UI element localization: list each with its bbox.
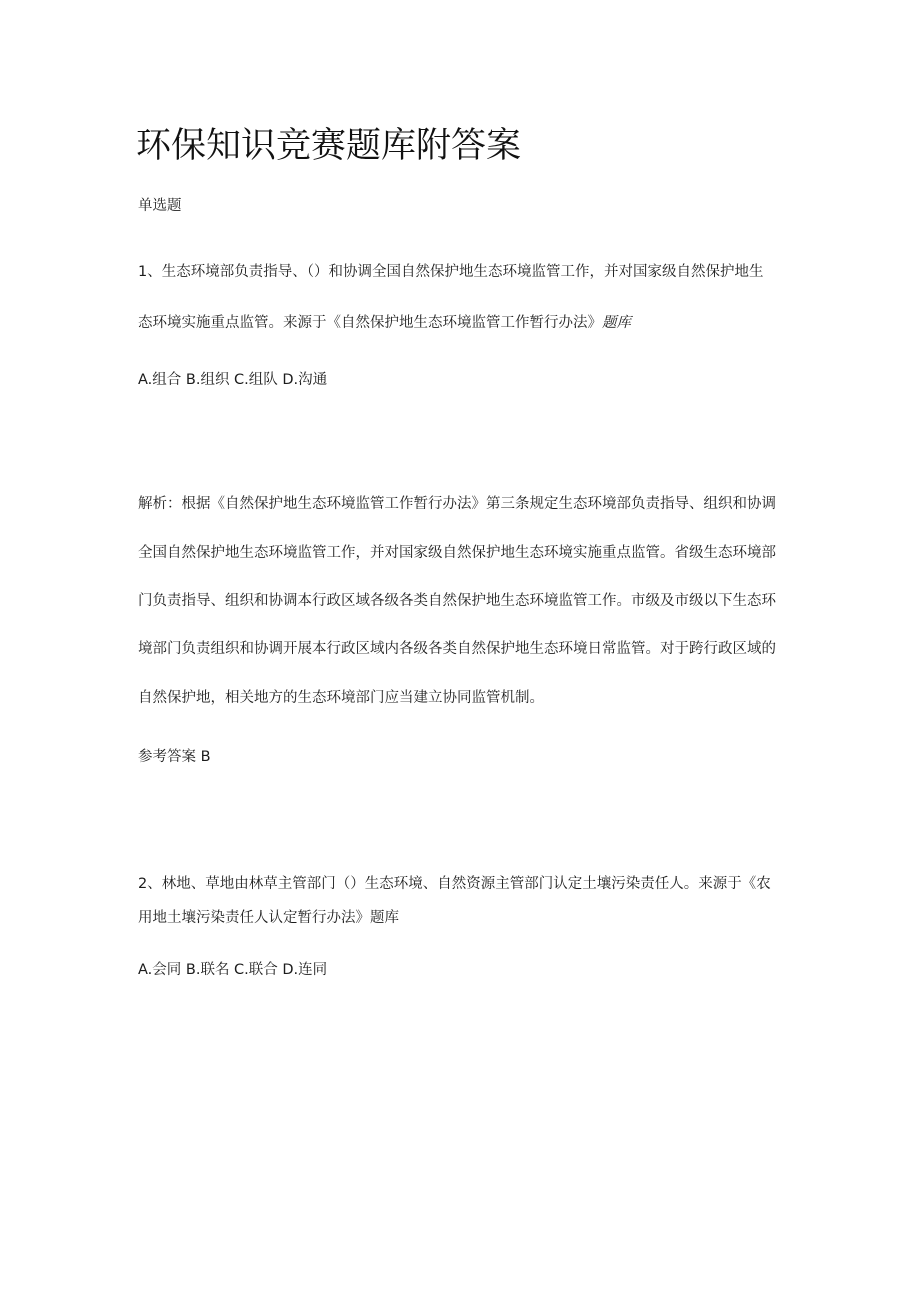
question-1-analysis-line-4: 境部门负责组织和协调开展本行政区域内各级各类自然保护地生态环境日常监管。对于跨行政区域的 (138, 641, 776, 657)
question-1-stem-line-2 (138, 311, 631, 332)
question-2-stem-line-2: 用地土壤污染责任人认定暂行办法》题库 (138, 910, 399, 926)
question-1-answer: 参考答案 B (138, 749, 211, 765)
question-1-analysis-line-5: 自然保护地，相关地方的生态环境部门应当建立协同监管机制。 (138, 690, 544, 706)
question-1-stem-line-2-tail: 题库 (602, 315, 631, 331)
question-1-stem-line-2-main: 态环境实施重点监管。来源于《自然保护地生态环境监管工作暂行办法》 (138, 315, 602, 331)
question-1-analysis-line-1: 解析：根据《自然保护地生态环境监管工作暂行办法》第三条规定生态环境部负责指导、组织和协调 (138, 496, 776, 512)
question-1-options: A.组合 B.组织 C.组队 D.沟通 (138, 372, 328, 388)
page-title: 环保知识竞赛题库附答案 (136, 126, 522, 166)
question-1-analysis-line-2: 全国自然保护地生态环境监管工作，并对国家级自然保护地生态环境实施重点监管。省级生态环境部 (138, 545, 776, 561)
question-1-analysis-line-3: 门负责指导、组织和协调本行政区域各级各类自然保护地生态环境监管工作。市级及市级以下生态环 (138, 593, 776, 609)
question-1-stem-line-1: 1、生态环境部负责指导、（）和协调全国自然保护地生态环境监管工作，并对国家级自然保护地生 (138, 264, 764, 280)
section-label: 单选题 (138, 198, 182, 214)
question-2-stem-line-1: 2、林地、草地由林草主管部门（）生态环境、自然资源主管部门认定土壤污染责任人。来源于《农 (138, 876, 771, 892)
question-2-options: A.会同 B.联名 C.联合 D.连同 (138, 962, 328, 978)
